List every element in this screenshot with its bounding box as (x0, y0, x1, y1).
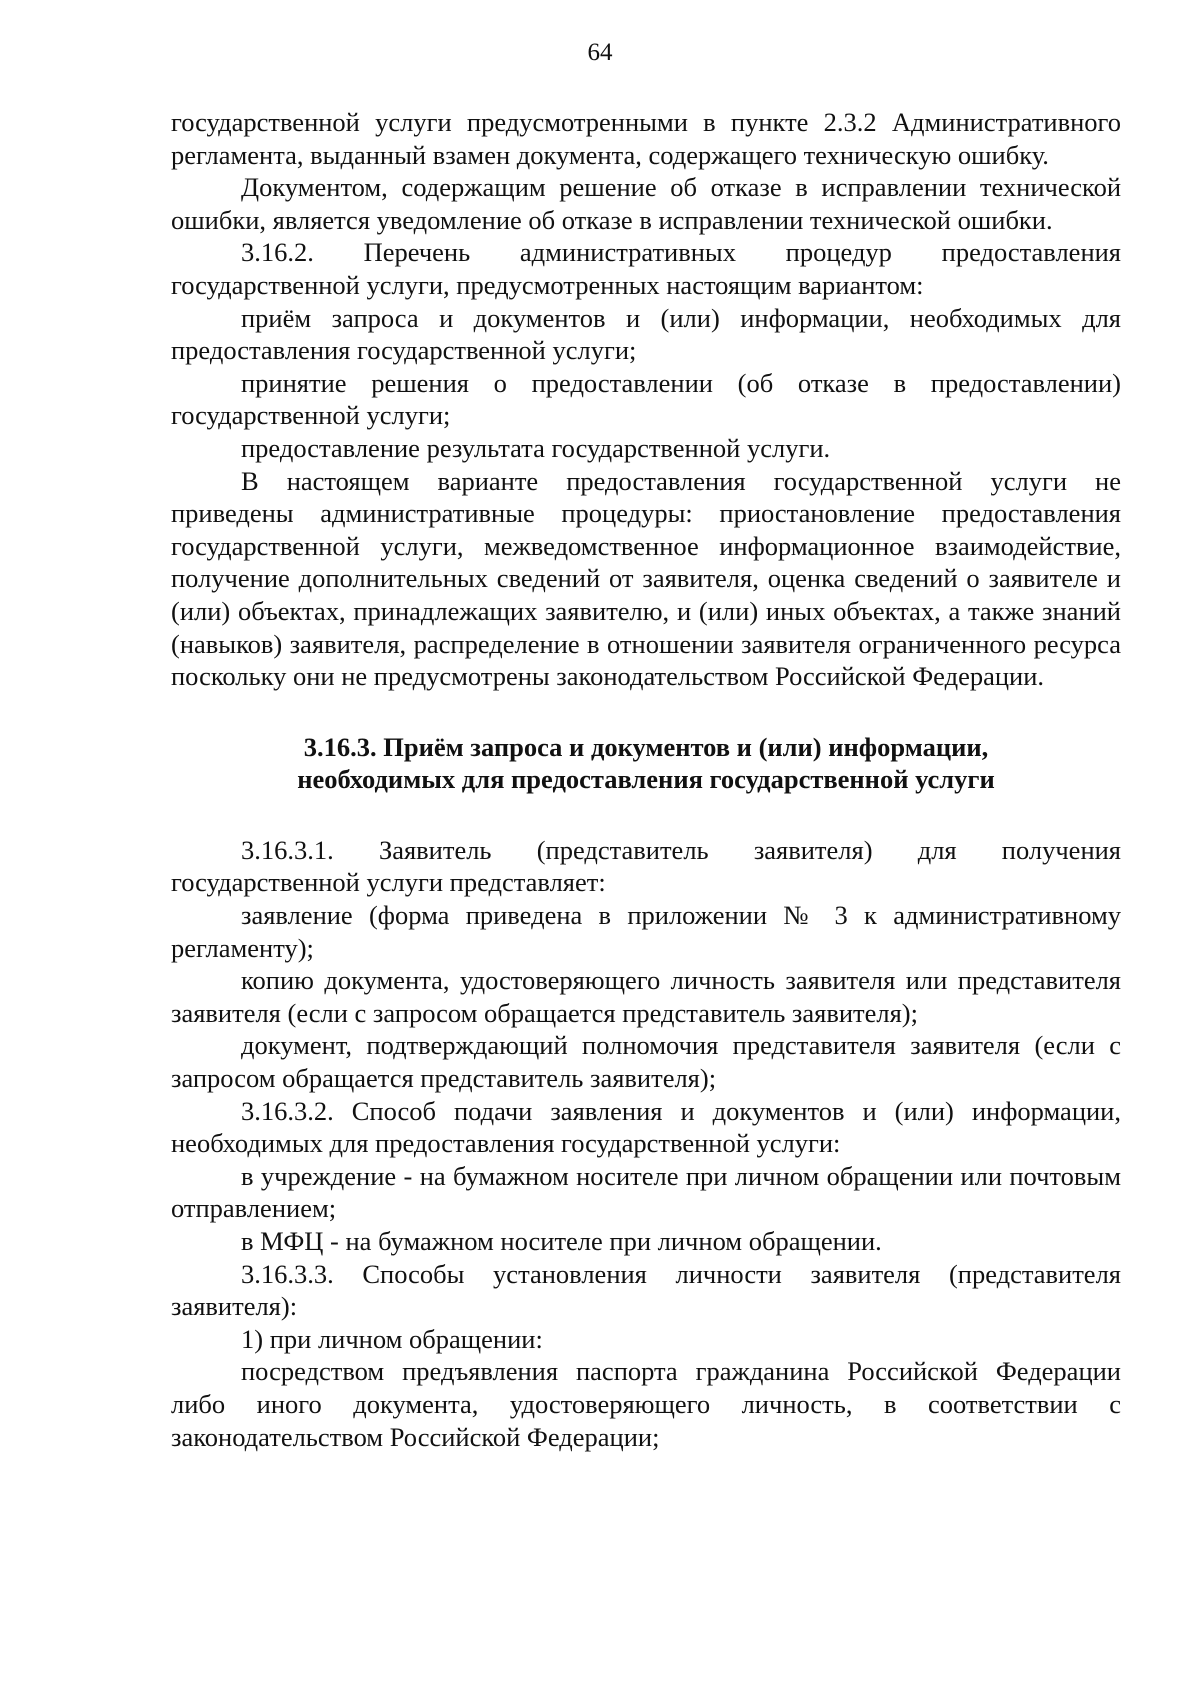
section-heading-line: необходимых для предоставления государственной услуги (297, 764, 995, 795)
document-body (171, 106, 1121, 1453)
paragraph: 3.16.3.3. Способы установления личности заявителя (представителя заявителя): (171, 1258, 1121, 1322)
paragraph: государственной услуги предусмотренными в пункте 2.3.2 Административного регламента, выданный взамен документа, содержащего техническую ошибку. (171, 107, 1121, 170)
page-number: 64 (587, 39, 613, 66)
list-item: в учреждение - на бумажном носителе при личном обращении или почтовым отправлением; (171, 1160, 1121, 1224)
list-item: 1) при личном обращении: (241, 1323, 543, 1354)
list-item: в МФЦ - на бумажном носителе при личном обращении. (241, 1226, 882, 1256)
list-item: предоставление результата государственной услуги. (241, 432, 831, 463)
paragraph: 3.16.3.1. Заявитель (представитель заявителя) для получения государственной услуги представляет: (171, 834, 1121, 898)
section-heading (171, 731, 1121, 796)
section-heading-line: 3.16.3. Приём запроса и документов и (или) информации, (303, 731, 989, 762)
paragraph: В настоящем варианте предоставления государственной услуги не приведены административные процедуры: приостановление предоставления государственной услуги, межведомственное информационное взаимодействие, получение дополнительных сведений от заявителя, оценка сведений о заявителе и (или) объектах, принадлежащих заявителю, и (или) иных объектах, а также знаний (навыков) заявителя, распределение в отношении заявителя ограниченного ресурса поскольку они не предусмотрены законодательством Российской Федерации. (171, 465, 1121, 692)
list-item: принятие решения о предоставлении (об отказе в предоставлении) государственной услуги; (171, 367, 1121, 431)
list-item: приём запроса и документов и (или) информации, необходимых для предоставления государственной услуги; (171, 302, 1121, 366)
list-item: копию документа, удостоверяющего личность заявителя или представителя заявителя (если с запросом обращается представитель заявителя); (171, 965, 1121, 1028)
list-item: заявление (форма приведена в приложении № 3 к административному регламенту); (171, 900, 1121, 963)
list-item: документ, подтверждающий полномочия представителя заявителя (если с запросом обращается представитель заявителя); (171, 1030, 1121, 1094)
paragraph: посредством предъявления паспорта гражданина Российской Федерации либо иного документа, удостоверяющего личность, в соответствии с законодательством Российской Федерации; (171, 1356, 1121, 1452)
paragraph: 3.16.3.2. Способ подачи заявления и документов и (или) информации, необходимых для предоставления государственной услуги: (171, 1095, 1121, 1159)
paragraph: Документом, содержащим решение об отказе в исправлении технической ошибки, является уведомление об отказе в исправлении технической ошибки. (171, 172, 1121, 235)
paragraph: 3.16.2. Перечень административных процедур предоставления государственной услуги, предусмотренных настоящим вариантом: (171, 237, 1121, 300)
